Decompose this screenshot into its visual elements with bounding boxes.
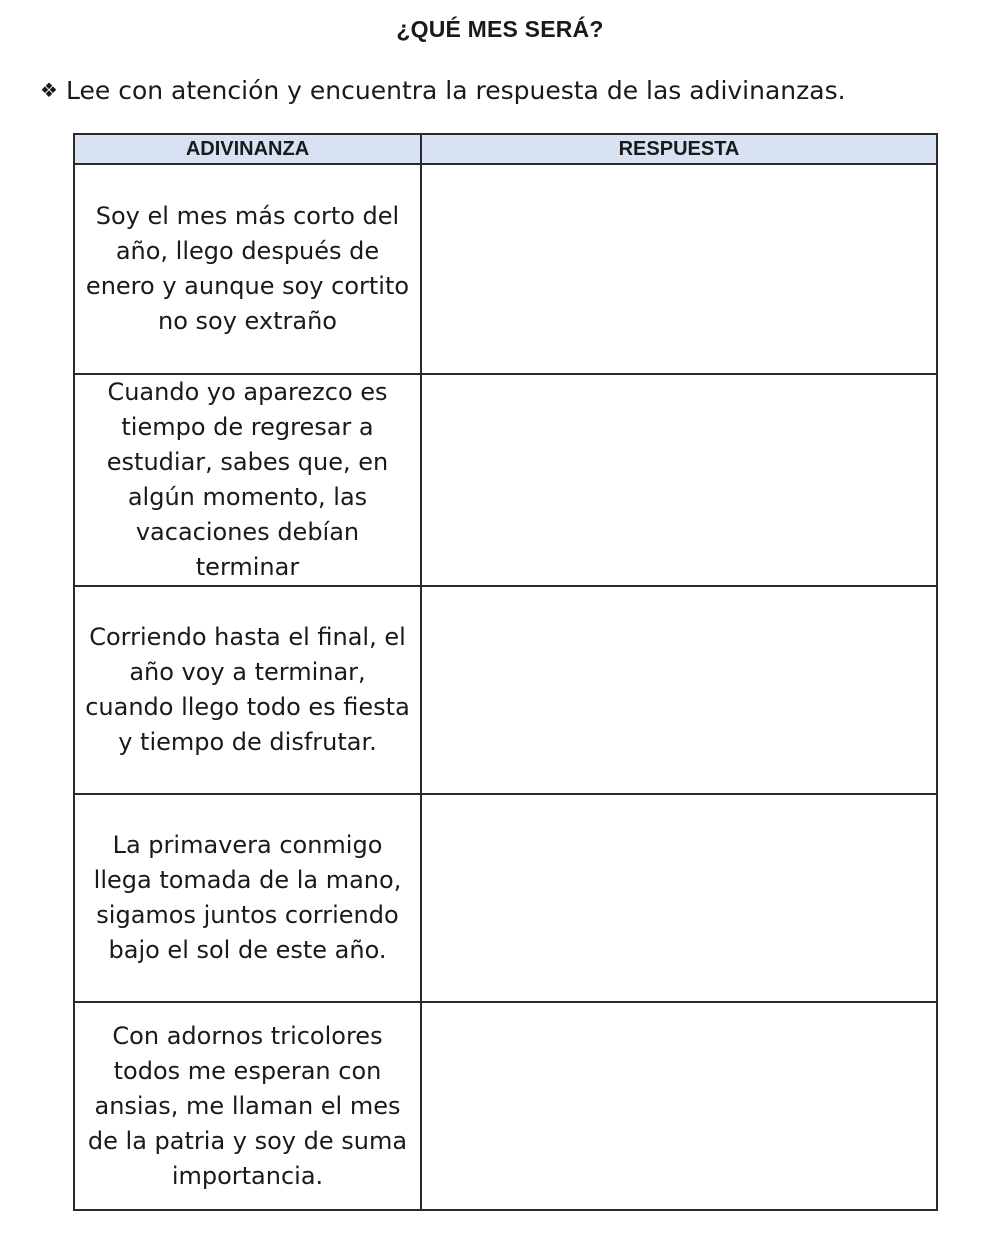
answer-cell[interactable] — [421, 374, 937, 586]
diamond-bullet-icon: ❖ — [40, 78, 58, 102]
riddles-table — [73, 133, 938, 1211]
table-row — [74, 164, 937, 374]
instruction — [40, 72, 980, 109]
answer-cell[interactable] — [421, 794, 937, 1002]
table-row — [74, 374, 937, 586]
riddle-cell: La primavera conmigo llega tomada de la mano, sigamos juntos corriendo bajo el sol de este año. — [74, 794, 421, 1002]
riddle-cell: Soy el mes más corto del año, llego después de enero y aunque soy cortito no soy extraño — [74, 164, 421, 374]
table-row — [74, 586, 937, 794]
riddle-cell: Corriendo hasta el final, el año voy a terminar, cuando llego todo es fiesta y tiempo de disfrutar. — [74, 586, 421, 794]
answer-cell[interactable] — [421, 1002, 937, 1210]
riddle-cell: Cuando yo aparezco es tiempo de regresar a estudiar, sabes que, en algún momento, las vacaciones debían terminar — [74, 374, 421, 586]
table-row — [74, 1002, 937, 1210]
answer-cell[interactable] — [421, 164, 937, 374]
table-header-row — [74, 134, 937, 164]
answer-cell[interactable] — [421, 586, 937, 794]
header-answer: RESPUESTA — [421, 134, 937, 164]
header-riddle: ADIVINANZA — [74, 134, 421, 164]
instruction-text: Lee con atención y encuentra la respuesta de las adivinanzas. — [66, 76, 846, 105]
table-row — [74, 794, 937, 1002]
page-title: ¿QUÉ MES SERÁ? — [396, 16, 604, 42]
riddle-cell: Con adornos tricolores todos me esperan con ansias, me llaman el mes de la patria y soy de suma importancia. — [74, 1002, 421, 1210]
